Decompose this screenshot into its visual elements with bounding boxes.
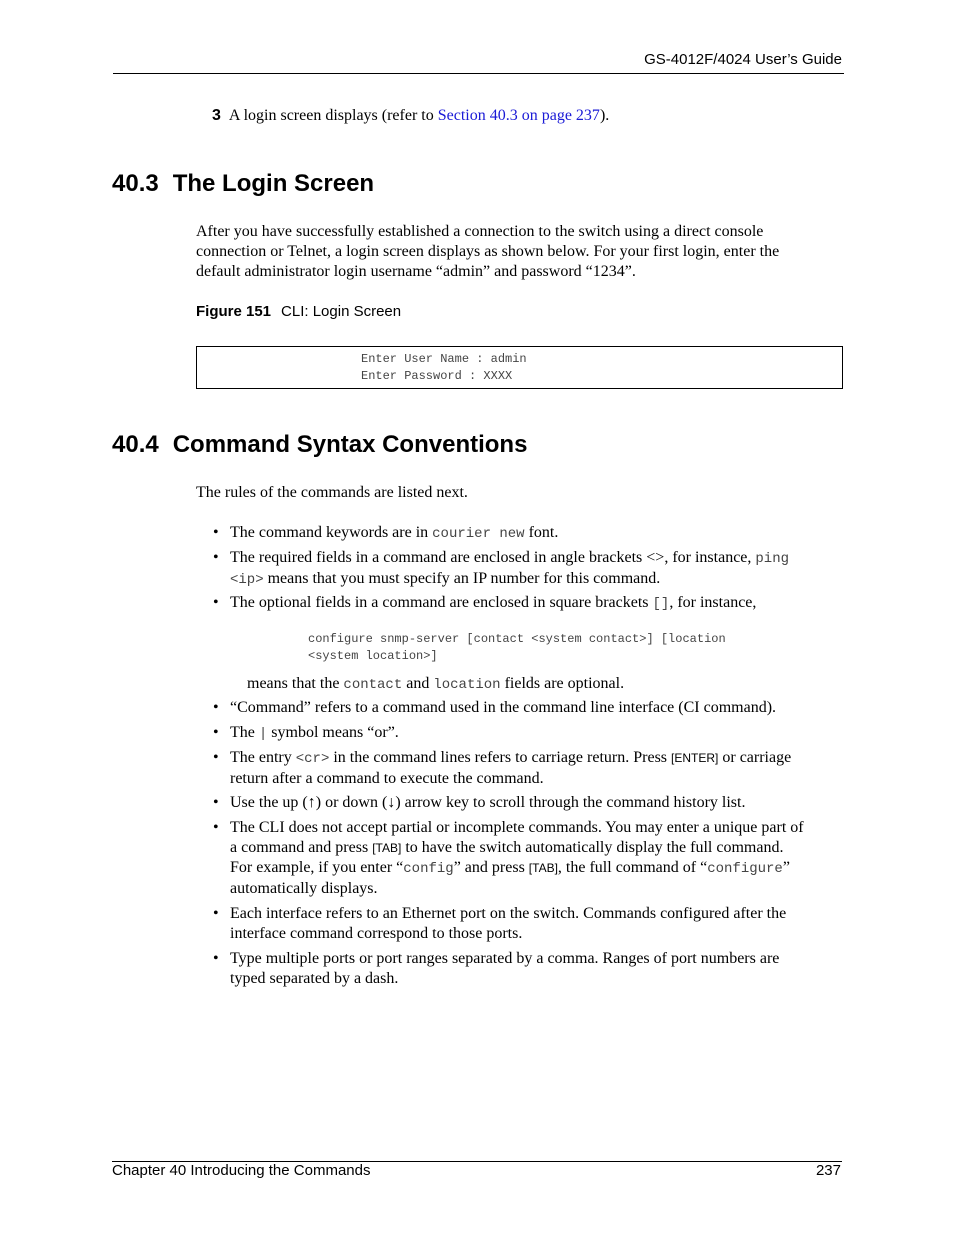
section-title: Command Syntax Conventions: [172, 431, 528, 458]
config-example-line: configure snmp-server [contact <system contact>] [location: [308, 632, 726, 646]
bullet-dot: •: [213, 549, 219, 566]
down-arrow-icon: ↓: [387, 794, 396, 811]
bullet-dot: •: [213, 594, 219, 611]
figure-caption: [196, 303, 401, 320]
section-number: 40.4: [112, 431, 159, 458]
bullet-text: The CLI does not accept partial or incomplete commands. You may enter a unique part of: [230, 819, 804, 836]
inline-code: |: [258, 726, 268, 742]
bullet-text: means that you must specify an IP number for this command.: [263, 570, 661, 587]
bullet-text: font.: [524, 524, 559, 541]
inline-code: courier new: [432, 526, 525, 542]
bullet-text: Type multiple ports or port ranges separated by a comma. Ranges of port numbers are: [230, 950, 780, 967]
bullet-text: For example, if you enter “: [230, 859, 404, 876]
bullet-text: , for instance,: [669, 594, 757, 611]
bullet-text: a command and press: [230, 839, 373, 856]
figure-label: Figure 151: [196, 303, 272, 320]
bullet-text: Use the up (: [230, 794, 308, 811]
step-number: 3: [212, 107, 221, 124]
bullet-text: or carriage: [718, 749, 792, 766]
config-example-line: <system location>]: [308, 649, 438, 663]
bullet-text: to have the switch automatically display the full command.: [401, 839, 784, 856]
running-header: GS-4012F/4024 User’s Guide: [644, 51, 842, 68]
step-text-end: ).: [599, 107, 610, 124]
up-arrow-icon: ↑: [307, 794, 316, 811]
note-text: means that the: [247, 675, 344, 692]
bullet-text: typed separated by a dash.: [230, 970, 399, 987]
enter-key-label: [ENTER]: [671, 751, 719, 765]
bullet-dot: •: [213, 950, 219, 967]
bullet-text: ) arrow key to scroll through the command history list.: [395, 794, 746, 811]
paragraph-line: connection or Telnet, a login screen displays as shown below. For your first login, enter the: [196, 243, 780, 260]
section-number: 40.3: [112, 170, 159, 197]
step-3: [212, 107, 609, 125]
section-title: The Login Screen: [172, 170, 375, 197]
inline-code: contact: [343, 677, 403, 693]
bullet-text: The: [230, 724, 259, 741]
step-text: A login screen displays (refer to: [228, 107, 438, 124]
page-number: 237: [815, 1162, 841, 1179]
header-divider: [113, 73, 844, 74]
bullet-text: ”: [782, 859, 790, 876]
bullet-text: “Command” refers to a command used in the command line interface (CI command).: [230, 699, 777, 716]
inline-code: configure: [707, 861, 783, 877]
note-text: and: [402, 675, 434, 692]
footer-chapter: Chapter 40 Introducing the Commands: [112, 1162, 371, 1179]
login-paragraph: [196, 222, 846, 282]
inline-code: <ip>: [230, 572, 264, 588]
inline-code: ping: [755, 551, 790, 567]
bullet-text: symbol means “or”.: [267, 724, 399, 741]
bullet-dot: •: [213, 794, 219, 811]
inline-code: config: [403, 861, 454, 877]
rules-intro: The rules of the commands are listed next.: [196, 484, 468, 501]
section-40-4-heading: [112, 431, 527, 459]
bullet-text: The required fields in a command are enclosed in angle brackets <>, for instance,: [230, 549, 756, 566]
tab-key-label: [TAB]: [528, 861, 558, 875]
bullet-text: The command keywords are in: [230, 524, 433, 541]
optional-fields-note: [247, 674, 624, 695]
bullet-text: return after a command to execute the command.: [230, 770, 544, 787]
inline-code: <cr>: [295, 751, 330, 767]
bullet-text: interface command correspond to those ports.: [230, 925, 523, 942]
bullet-dot: •: [213, 749, 219, 766]
paragraph-line: After you have successfully established a connection to the switch using a direct console: [196, 223, 764, 240]
bullet-dot: •: [213, 724, 219, 741]
bullet-text: Each interface refers to an Ethernet port on the switch. Commands configured after the: [230, 905, 787, 922]
code-line-username: Enter User Name : admin: [361, 352, 527, 366]
section-40-3-heading: [112, 170, 374, 198]
section-40-3-link[interactable]: Section 40.3 on page 237: [437, 107, 600, 124]
bullet-text: The optional fields in a command are enclosed in square brackets: [230, 594, 653, 611]
bullet-dot: •: [213, 524, 219, 541]
bullet-dot: •: [213, 819, 219, 836]
figure-title: CLI: Login Screen: [281, 303, 402, 320]
note-text: fields are optional.: [500, 675, 625, 692]
bullet-text: , the full command of “: [557, 859, 708, 876]
inline-code: location: [433, 677, 501, 693]
login-screen-code-box: [196, 346, 843, 389]
bullet-text: in the command lines refers to carriage return. Press: [329, 749, 672, 766]
tab-key-label: [TAB]: [372, 841, 402, 855]
inline-code: []: [652, 596, 670, 612]
code-line-password: Enter Password : XXXX: [361, 369, 513, 383]
bullet-text: The entry: [230, 749, 296, 766]
paragraph-line: default administrator login username “admin” and password “1234”.: [196, 263, 636, 280]
bullet-dot: •: [213, 699, 219, 716]
bullet-text: automatically displays.: [230, 880, 378, 897]
bullet-text: ) or down (: [315, 794, 388, 811]
bullet-dot: •: [213, 905, 219, 922]
bullet-text: ” and press: [453, 859, 529, 876]
